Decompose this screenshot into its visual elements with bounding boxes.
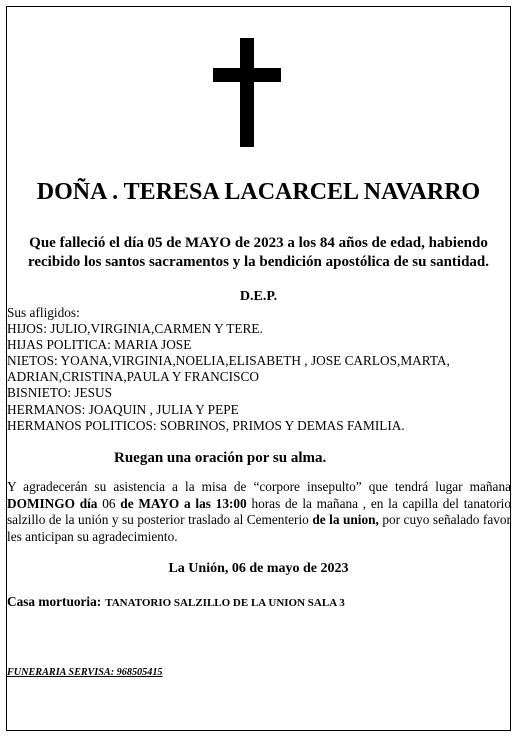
mass-cemetery: de la union, xyxy=(312,512,379,527)
deceased-name: DOÑA . TERESA LACARCEL NAVARRO xyxy=(36,179,481,205)
mass-text-2: 06 xyxy=(97,495,121,511)
casa-mortuoria-label: Casa mortuoria: xyxy=(7,594,102,609)
mourners-heading: Sus afligidos: xyxy=(7,305,80,320)
place-date: La Unión, 06 de mayo de 2023 xyxy=(168,561,349,576)
mourners-hijos: HIJOS: JULIO,VIRGINIA,CARMEN Y TERE. xyxy=(7,321,263,337)
mourners-hijas-politica: HIJAS POLITICA: MARIA JOSE xyxy=(7,337,192,353)
mourners-hermanos: HERMANOS: JOAQUIN , JULIA Y PEPE xyxy=(7,401,239,417)
announcement-line-1: Que falleció el día 05 de MAYO de 2023 a los 84 años de edad, habiendo xyxy=(29,235,488,251)
mass-text-4: por cuyo señalado favor les anticipan su agradecimiento. xyxy=(7,512,511,544)
mass-day: DOMINGO día xyxy=(7,495,98,511)
mass-month-time: de MAYO a las 13:00 xyxy=(120,495,247,511)
mass-text-1: Y agradecerán su asistencia a la misa de “corpore insepulto” que tendrá lugar mañana xyxy=(7,479,511,494)
mourners-nietos-line-1: NIETOS: YOANA,VIRGINIA,NOELIA,ELISABETH , JOSE CARLOS,MARTA, xyxy=(7,353,450,369)
mass-text-3: horas de la mañana , en la capilla del tanatorio salzillo de la unión y su posterior traslado al Cementerio xyxy=(7,495,511,527)
cross-icon xyxy=(213,38,281,147)
dep-label: D.E.P. xyxy=(239,289,278,304)
obituary-notice xyxy=(6,6,511,731)
mourners-hermanos-politicos: HERMANOS POLITICOS: SOBRINOS, PRIMOS Y DEMAS FAMILIA. xyxy=(7,417,405,433)
mourners-bisnieto: BISNIETO: JESUS xyxy=(7,385,113,401)
casa-mortuoria xyxy=(7,593,510,612)
mass-paragraph xyxy=(7,479,511,545)
announcement-line-2: recibido los santos sacramentos y la bendición apostólica de su santidad. xyxy=(27,254,490,270)
casa-mortuoria-value: TANATORIO SALZILLO DE LA UNION SALA 3 xyxy=(105,597,345,609)
prayer-request: Ruegan una oración por su alma. xyxy=(114,450,327,466)
death-announcement xyxy=(7,234,510,272)
mourners-list xyxy=(7,305,507,434)
mourners-nietos-line-2: ADRIAN,CRISTINA,PAULA Y FRANCISCO xyxy=(7,369,259,385)
funeraria-contact: FUNERARIA SERVISA: 968505415 xyxy=(7,667,163,678)
